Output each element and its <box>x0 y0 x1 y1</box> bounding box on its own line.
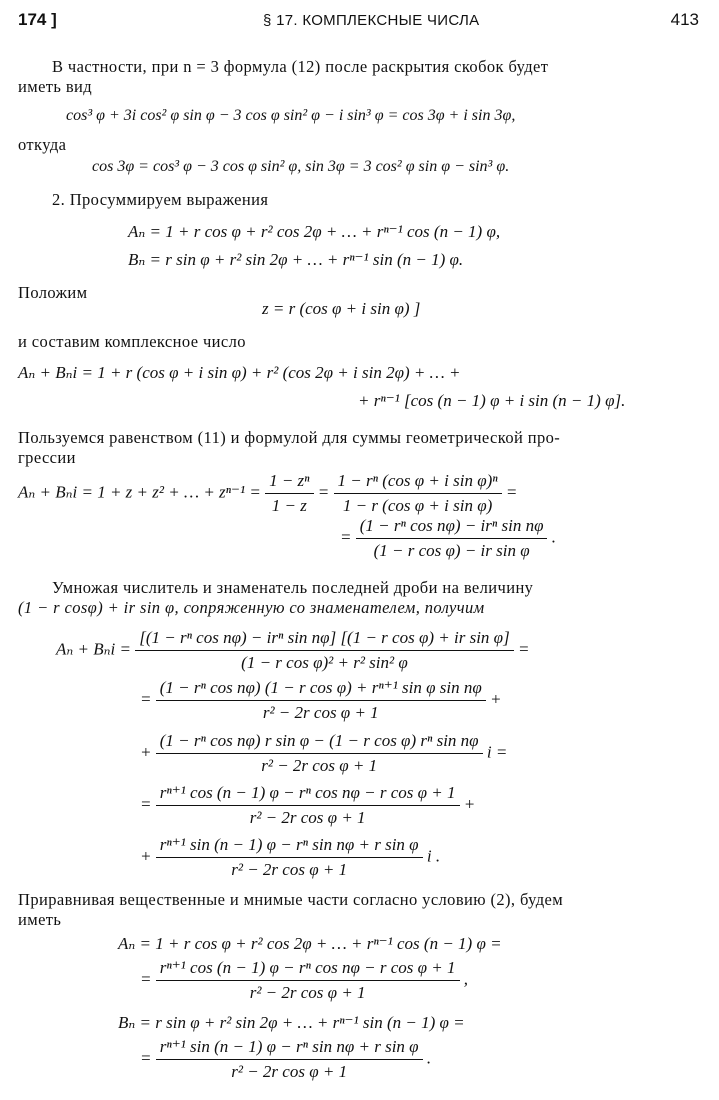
word-otkuda: откуда <box>18 135 67 154</box>
comma: , <box>463 969 469 989</box>
paragraph-6-line-2: иметь <box>18 910 62 929</box>
fraction-numerator: rⁿ⁺¹ sin (n − 1) φ − rⁿ sin nφ + r sin φ <box>159 1037 419 1056</box>
fraction-trig-form <box>334 470 502 517</box>
fraction-1-minus-z-power <box>265 470 313 517</box>
imaginary-unit: i <box>426 846 432 866</box>
formula-cos3-sin3: cos 3φ = cos³ φ − 3 cos φ sin² φ, sin 3φ = 3 cos² φ sin φ − sin³ φ. <box>92 158 510 175</box>
period: . <box>426 1048 432 1068</box>
formula-z-definition: z = r (cos φ + i sin φ) ] <box>262 299 421 318</box>
formula-An-final-lhs: Aₙ = 1 + r cos φ + r² cos 2φ + … + rⁿ⁻¹ cos (n − 1) φ = <box>118 934 502 953</box>
fraction-denominator: r² − 2r cos φ + 1 <box>156 1059 423 1083</box>
equals-sign: = <box>140 794 152 814</box>
equals-sign: = <box>517 639 530 659</box>
plus-sign: + <box>463 794 476 814</box>
fraction-numerator: rⁿ⁺¹ sin (n − 1) φ − rⁿ sin nφ + r sin φ <box>159 835 419 854</box>
fraction-denominator: r² − 2r cos φ + 1 <box>156 753 483 777</box>
paragraph-1-line-1: В частности, при n = 3 формула (12) после раскрытия скобок будет <box>52 57 549 76</box>
fraction-denominator: r² − 2r cos φ + 1 <box>156 700 486 724</box>
period: . <box>551 527 556 547</box>
paragraph-5-line-1: Умножая числитель и знаменатель последней дроби на величину <box>52 578 534 597</box>
equals-sign: = <box>140 1048 152 1068</box>
fraction-numerator: (1 − rⁿ cos nφ) (1 − r cos φ) + rⁿ⁺¹ sin φ sin nφ <box>159 678 482 697</box>
fraction-Bn-closed-form <box>156 1036 423 1083</box>
period: . <box>435 846 441 866</box>
formula-simplified-imag <box>140 834 440 881</box>
formula-complex-sum-line-2: + rⁿ⁻¹ [cos (n − 1) φ + i sin (n − 1) φ]. <box>358 391 626 410</box>
fraction-moivre-form <box>356 515 548 562</box>
paragraph-4-line-2: грессии <box>18 448 76 467</box>
plus-sign: + <box>140 846 152 866</box>
formula-cos3-expansion: cos³ φ + 3i cos² φ sin φ − 3 cos φ sin² φ − i sin³ φ = cos 3φ + i sin 3φ, <box>66 107 516 124</box>
fraction-numerator: (1 − rⁿ cos nφ) − irⁿ sin nφ <box>359 516 544 535</box>
equals-sign: = <box>505 482 518 502</box>
formula-simplified-real <box>140 782 475 829</box>
equals-sign: = <box>495 742 508 762</box>
formula-multiplied-fraction <box>56 627 529 674</box>
equals-sign: = <box>140 689 152 709</box>
fraction-numerator: 1 − rⁿ (cos φ + i sin φ)ⁿ <box>337 471 498 490</box>
paragraph-3: и составим комплексное число <box>18 332 246 351</box>
section-title: § 17. КОМПЛЕКСНЫЕ ЧИСЛА <box>263 12 480 29</box>
paragraph-4-line-1: Пользуемся равенством (11) и формулой для суммы геометрической про- <box>18 428 561 447</box>
fraction-simplified-imag <box>156 834 423 881</box>
fraction-denominator: r² − 2r cos φ + 1 <box>156 857 423 881</box>
formula-imag-part-line <box>140 730 507 777</box>
page-number-right: 413 <box>670 10 699 29</box>
equals-sign: = <box>340 527 352 547</box>
fraction-An-closed-form <box>156 957 460 1004</box>
formula-Bn-sum: Bₙ = r sin φ + r² sin 2φ + … + rⁿ⁻¹ sin (n − 1) φ. <box>128 250 464 269</box>
formula-geometric-sum <box>18 470 517 517</box>
formula-Bn-final <box>140 1036 431 1083</box>
fraction-numerator: 1 − zⁿ <box>269 471 310 490</box>
fraction-denominator: (1 − r cos φ) − ir sin φ <box>356 538 548 562</box>
page-header <box>18 10 699 36</box>
formula-Bn-final-lhs: Bₙ = r sin φ + r² sin 2φ + … + rⁿ⁻¹ sin (n − 1) φ = <box>118 1013 465 1032</box>
fraction-real-part <box>156 677 486 724</box>
formula-An-final <box>140 957 468 1004</box>
equals-sign: = <box>140 969 152 989</box>
fraction-numerator: [(1 − rⁿ cos nφ) − irⁿ sin nφ] [(1 − r cos φ) + ir sin φ] <box>139 628 510 647</box>
equals-sign: = <box>317 482 330 502</box>
formula-lhs: Aₙ + Bₙi = <box>56 639 131 659</box>
fraction-simplified-real <box>156 782 460 829</box>
formula-complex-sum-line-1: Aₙ + Bₙi = 1 + r (cos φ + i sin φ) + r² (cos 2φ + i sin 2φ) + … + <box>18 363 461 382</box>
plus-sign: + <box>490 689 502 709</box>
fraction-denominator: 1 − z <box>265 493 313 517</box>
fraction-denominator: 1 − r (cos φ + i sin φ) <box>334 493 502 517</box>
fraction-denominator: r² − 2r cos φ + 1 <box>156 980 460 1004</box>
formula-An-sum: Aₙ = 1 + r cos φ + r² cos 2φ + … + rⁿ⁻¹ cos (n − 1) φ, <box>128 222 501 241</box>
fraction-numerator: rⁿ⁺¹ cos (n − 1) φ − rⁿ cos nφ − r cos φ + 1 <box>159 958 456 977</box>
formula-geometric-sum-cont <box>340 515 556 562</box>
plus-sign: + <box>140 742 152 762</box>
fraction-imag-part <box>156 730 483 777</box>
fraction-numerator: (1 − rⁿ cos nφ) r sin φ − (1 − r cos φ) rⁿ sin nφ <box>159 731 479 750</box>
paragraph-6-line-1: Приравнивая вещественные и мнимые части согласно условию (2), будем <box>18 890 564 909</box>
fraction-denominator: r² − 2r cos φ + 1 <box>156 805 460 829</box>
paragraph-1-line-2: иметь вид <box>18 77 93 96</box>
page-number-left: 174 ] <box>18 10 57 29</box>
formula-geometric-sum-lhs: Aₙ + Bₙi = 1 + z + z² + … + zⁿ⁻¹ = <box>18 482 261 502</box>
formula-real-part-line <box>140 677 502 724</box>
fraction-conjugate-product <box>135 627 513 674</box>
fraction-denominator: (1 − r cos φ)² + r² sin² φ <box>135 650 513 674</box>
word-polozhim: Положим <box>18 283 88 302</box>
imaginary-unit: i <box>486 742 492 762</box>
fraction-numerator: rⁿ⁺¹ cos (n − 1) φ − rⁿ cos nφ − r cos φ + 1 <box>159 783 456 802</box>
paragraph-2: 2. Просуммируем выражения <box>52 190 269 209</box>
paragraph-5-line-2: (1 − r cosφ) + ir sin φ, сопряженную со знаменателем, получим <box>18 598 485 617</box>
